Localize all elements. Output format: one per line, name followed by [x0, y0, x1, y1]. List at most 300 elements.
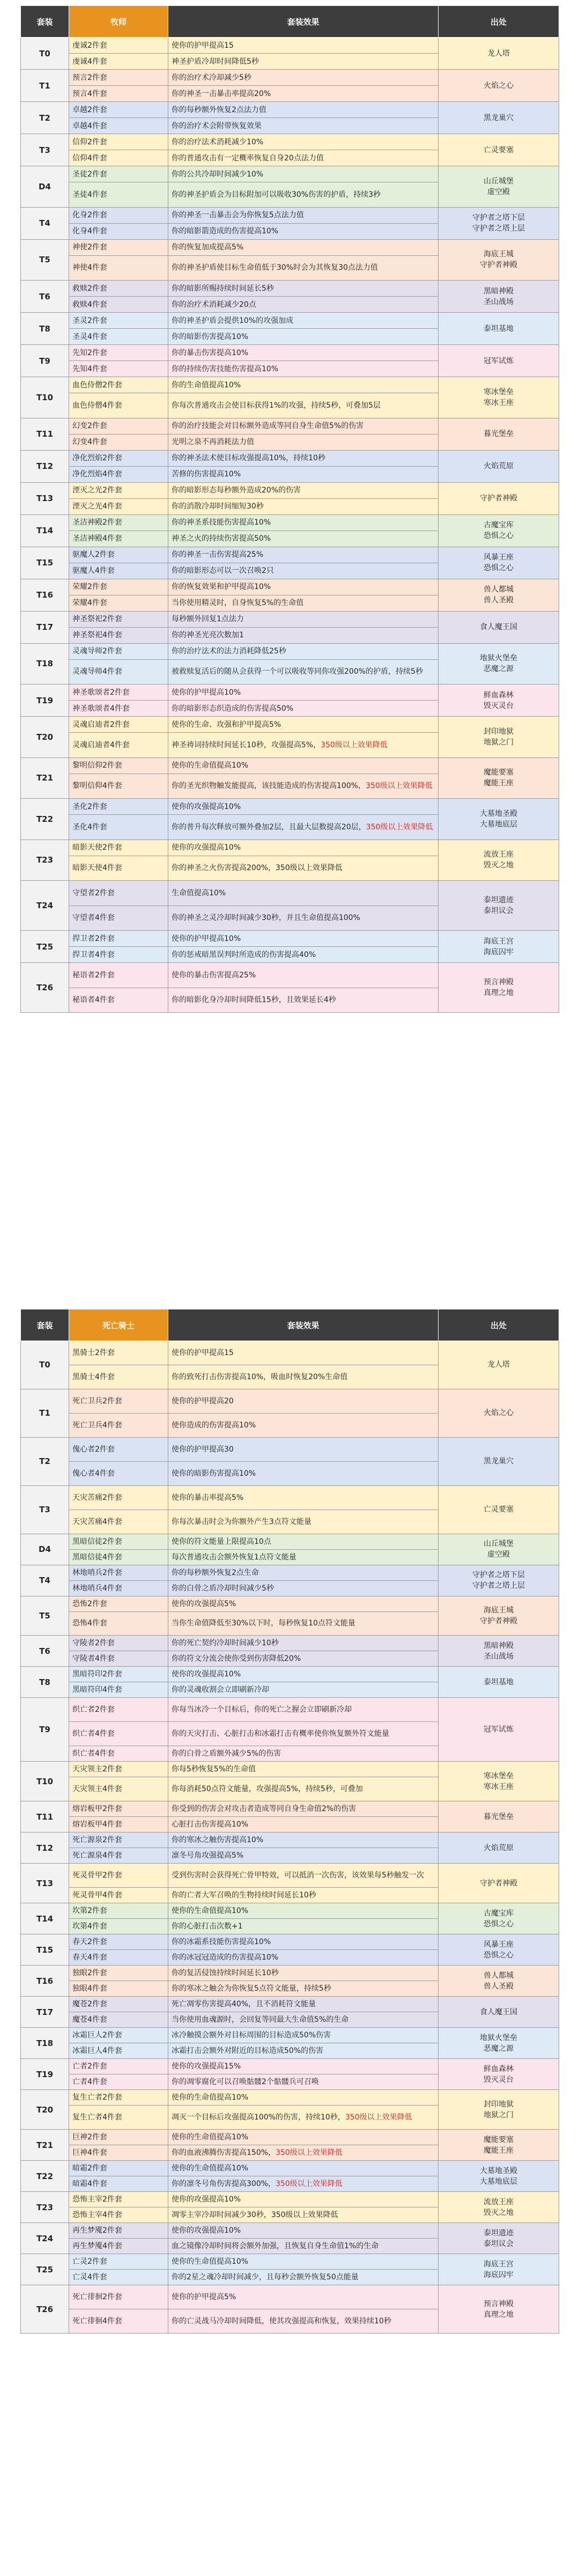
location-cell [439, 2028, 559, 2059]
table-row [21, 579, 559, 595]
effect-text: 你的2星之魂冷却时间减少，且每秒会额外恢复50点能量 [172, 2273, 359, 2282]
location-line: 泰坦遗迹 [484, 896, 514, 904]
effect-text: 你的复活侵蚀持续时间延长10秒 [172, 1969, 279, 1978]
effect-text: 使你的生命值提高10% [172, 1907, 249, 1916]
set-effect-cell [168, 70, 439, 86]
location-line: 泰坦遗迹 [484, 2228, 514, 2238]
effect-text: 你的普通攻击有一定概率恢复自身20点法力值 [172, 153, 324, 163]
location-line: 守护者之塔下层 [472, 214, 525, 222]
location-line: 海底王宫 [484, 2259, 514, 2269]
location-cell [439, 482, 559, 514]
table-row [21, 1437, 559, 1461]
location-line: 大墓地底层 [480, 2177, 517, 2186]
set-name-cell: 黑暗符印2件套 [69, 1667, 168, 1682]
location-line: 黑龙巢穴 [484, 113, 514, 122]
location-cell [439, 799, 559, 840]
table-row [21, 611, 559, 627]
set-name-cell: 织亡者4件套 [69, 1722, 168, 1746]
set-effect-cell [168, 1565, 439, 1580]
location-line: 封印地狱 [484, 727, 514, 736]
set-effect-cell [168, 1389, 439, 1413]
location-line: 预言神殿 [484, 2299, 514, 2308]
effect-text: 你每当冰冷一个目标后，你的死亡之握会立即刷新冷却 [172, 1705, 352, 1714]
set-effect-cell [168, 1682, 439, 1698]
location-line: 魔能要塞 [484, 768, 514, 777]
location-line: 泰坦基地 [484, 1677, 514, 1687]
tier-cell: T12 [21, 450, 69, 482]
location-line: 寒冰王座 [484, 398, 514, 407]
set-name-cell: 荣耀2件套 [69, 579, 168, 595]
effect-text: 当你生命值降低至30%以下时，每秒恢复10点符文能量 [172, 1619, 355, 1628]
location-line: 大墓地圣殿 [480, 809, 517, 818]
set-effect-cell [168, 1919, 439, 1934]
location-cell [439, 963, 559, 1013]
effect-text: 凋零主宰冷却时间减少30秒，350级以上效果降低 [172, 2211, 338, 2220]
set-name-cell: 幻变4件套 [69, 434, 168, 450]
set-effect-cell [168, 1341, 439, 1365]
table-row [21, 313, 559, 329]
table-row [21, 102, 559, 118]
effect-text: 使你的护甲提高5% [172, 2293, 236, 2302]
set-effect-cell [168, 1534, 439, 1549]
effect-text: 使你的生命、攻强和护甲提高5% [172, 720, 281, 729]
tier-cell: T12 [21, 1832, 69, 1864]
tier-cell: T26 [21, 2285, 69, 2334]
location-cell [439, 1596, 559, 1636]
tier-cell: T25 [21, 2254, 69, 2285]
location-cell [439, 102, 559, 134]
location-line: 海底王宫 [484, 937, 514, 946]
table-row [21, 1389, 559, 1413]
effect-text: 使你的暗影伤害提高10% [172, 1469, 256, 1478]
location-cell [439, 1762, 559, 1801]
set-name-cell: 预言2件套 [69, 70, 168, 86]
table-row [21, 450, 559, 466]
set-effect-cell [168, 2239, 439, 2254]
location-cell [439, 1667, 559, 1698]
location-line: 食人魔王国 [480, 623, 517, 631]
effect-text: 受到伤害时会获得死亡骨甲特效，可以抵消一次伤害，该效果每5秒触发一次 [172, 1871, 424, 1880]
set-name-cell: 卓越4件套 [69, 118, 168, 134]
location-cell [439, 377, 559, 418]
set-name-cell: 巨神2件套 [69, 2130, 168, 2145]
table-row [21, 1997, 559, 2012]
set-name-cell: 恐怖主宰2件套 [69, 2192, 168, 2207]
effect-text: 你的冰霜系技能伤害提高10% [172, 1938, 271, 1947]
table-row [21, 134, 559, 150]
effect-text: 冰冷触摸会额外对目标周围的目标造成50%伤害 [172, 2031, 331, 2040]
level-cap-note: 350级以上效果降低 [276, 2180, 343, 2189]
table-row [21, 1667, 559, 1682]
set-effect-cell [168, 498, 439, 514]
location-line: 魔能王座 [484, 2146, 514, 2155]
location-cell [439, 1437, 559, 1485]
table-row [21, 643, 559, 659]
location-cell [439, 70, 559, 102]
location-line: 火焰荒原 [484, 1843, 514, 1852]
tier-cell: T13 [21, 1864, 69, 1903]
set-effect-cell [168, 1667, 439, 1682]
effect-text: 当你使用血魂源时，会回复等同最大生命值5%的生命 [172, 2015, 349, 2025]
set-effect-cell [168, 377, 439, 393]
set-effect-cell [168, 701, 439, 717]
set-effect-cell [168, 1510, 439, 1534]
table-row [21, 757, 559, 774]
set-effect-cell [168, 1636, 439, 1651]
tier-cell: T8 [21, 313, 69, 345]
set-effect-cell [168, 182, 439, 208]
tier-cell: T14 [21, 514, 69, 547]
set-effect-cell [168, 1413, 439, 1437]
effect-text: 你的死亡契约冷却时间减少10秒 [172, 1639, 279, 1648]
location-line: 暮光堡垒 [484, 430, 514, 438]
set-name-cell: 织亡者2件套 [69, 1698, 168, 1722]
table-row [21, 1903, 559, 1919]
set-effect-cell [168, 2090, 439, 2106]
tier-cell: T20 [21, 2090, 69, 2130]
effect-text: 你的治疗法术的法力消耗降低25秒 [172, 647, 286, 656]
header-location: 出处 [439, 1309, 559, 1341]
location-cell [439, 1698, 559, 1762]
set-name-cell: 神使2件套 [69, 239, 168, 255]
location-line: 火焰之心 [484, 1409, 514, 1418]
effect-text: 你的神圣一击暴击率提高20% [172, 89, 271, 98]
tier-cell: D4 [21, 166, 69, 208]
location-line: 兽人都城 [484, 1971, 514, 1980]
location-line: 鲜血森林 [484, 690, 514, 700]
location-line: 大墓地圣殿 [480, 2166, 517, 2175]
location-cell [439, 1636, 559, 1667]
set-name-cell: 恐怖4件套 [69, 1611, 168, 1636]
effect-text: 你的神圣之灵冷却时间减少30秒，并且生命值提高100% [172, 914, 360, 923]
set-effect-cell [168, 1981, 439, 1997]
level-cap-note: 350级以上效果降低 [345, 2113, 412, 2122]
set-effect-cell [168, 313, 439, 329]
tier-cell: T20 [21, 717, 69, 758]
set-name-cell: 死亡徘徊2件套 [69, 2285, 168, 2309]
effect-text: 当你使用精灵时，自身恢复5%的生命值 [172, 599, 304, 607]
tier-cell: T0 [21, 1341, 69, 1389]
set-name-cell: 神圣歌颂者4件套 [69, 701, 168, 717]
tier-cell: T0 [21, 38, 69, 70]
set-name-cell: 驱魔人2件套 [69, 547, 168, 563]
set-effect-cell [168, 595, 439, 611]
set-name-cell: 死亡卫兵4件套 [69, 1413, 168, 1437]
set-name-cell: 圣徒4件套 [69, 182, 168, 208]
location-cell [439, 418, 559, 450]
set-effect-cell [168, 685, 439, 701]
set-name-cell: 黑暗符印4件套 [69, 1682, 168, 1698]
table-row [21, 1698, 559, 1722]
table-row [21, 881, 559, 906]
location-cell [439, 1864, 559, 1903]
set-effect-cell [168, 2207, 439, 2223]
location-line: 龙人塔 [487, 1360, 510, 1370]
set-effect-cell [168, 627, 439, 643]
set-effect-cell [168, 281, 439, 297]
set-effect-cell [168, 1832, 439, 1848]
table-row [21, 931, 559, 947]
set-name-cell: 灵魂导师4件套 [69, 659, 168, 685]
table-row [21, 1565, 559, 1580]
effect-text: 你的血液沸腾伤害提高150%， [172, 2148, 276, 2158]
tier-cell: T1 [21, 70, 69, 102]
set-effect-cell [168, 150, 439, 166]
location-line: 兽人圣殿 [484, 1982, 514, 1991]
table-row [21, 2028, 559, 2043]
effect-text: 你的治疗术冷却减少5秒 [172, 73, 251, 82]
set-name-cell: 亡灵4件套 [69, 2270, 168, 2285]
effect-text: 每秒额外回复1点法力 [172, 615, 244, 623]
tier-cell: T25 [21, 931, 69, 963]
tier-cell: T11 [21, 1801, 69, 1832]
set-effect-cell [168, 757, 439, 774]
effect-text: 你的灵魂收割会立即刷新冷却 [172, 1686, 269, 1695]
set-name-cell: 守陵者4件套 [69, 1651, 168, 1667]
location-cell [439, 1997, 559, 2028]
location-line: 封印地狱 [484, 2100, 514, 2109]
set-name-cell: 湮灭之光2件套 [69, 482, 168, 498]
location-line: 食人魔王国 [480, 2007, 517, 2016]
set-name-cell: 信仰4件套 [69, 150, 168, 166]
location-line: 预言神殿 [484, 978, 514, 987]
set-name-cell: 天灾苦痛2件套 [69, 1485, 168, 1510]
location-line: 寒冰堡垒 [484, 387, 514, 396]
set-name-cell: 信仰2件套 [69, 134, 168, 150]
location-line: 泰坦议会 [484, 2239, 514, 2248]
table-row [21, 2254, 559, 2270]
location-cell [439, 1934, 559, 1966]
table-row [21, 482, 559, 498]
tier-cell: T24 [21, 881, 69, 931]
location-cell [439, 717, 559, 758]
set-effect-cell [168, 1817, 439, 1832]
set-name-cell: 暗影天使4件套 [69, 856, 168, 881]
effect-text: 你的神圣一击暴击会为你恢复5点法力值 [172, 211, 304, 219]
tier-cell: T10 [21, 1762, 69, 1801]
table-row [21, 70, 559, 86]
set-name-cell: 林地哨兵4件套 [69, 1580, 168, 1596]
tier-cell: T2 [21, 1437, 69, 1485]
level-cap-note: 350级以上效果降低 [366, 822, 433, 831]
set-effect-cell [168, 547, 439, 563]
location-line: 古魔宝库 [484, 521, 514, 529]
table-row [21, 1636, 559, 1651]
header-row [21, 6, 559, 38]
effect-text: 凋灭一个目标后攻强提高100%的伤害，持续10秒， [172, 2113, 345, 2122]
effect-text: 你的惩戒暗黑误判时所造成的伤害提高40% [172, 950, 316, 959]
set-name-cell: 救赎2件套 [69, 281, 168, 297]
set-effect-cell [168, 2059, 439, 2074]
effect-text: 你的神圣之火伤害提高200%，350级以上效果降低 [172, 864, 343, 873]
tier-cell: T15 [21, 1934, 69, 1966]
tier-cell: T10 [21, 377, 69, 418]
header-effect: 套装效果 [168, 6, 439, 38]
location-cell [439, 1801, 559, 1832]
location-line: 毁灭灵台 [484, 2075, 514, 2084]
location-cell [439, 757, 559, 799]
effect-text: 苦修的伤害提高10% [172, 470, 241, 479]
tier-cell: T3 [21, 1485, 69, 1534]
effect-text: 使你的暴击伤害提高25% [172, 970, 256, 980]
set-name-cell: 神使4件套 [69, 255, 168, 281]
location-cell [439, 2161, 559, 2192]
set-effect-cell [168, 643, 439, 659]
set-effect-cell [168, 514, 439, 531]
set-effect-cell [168, 906, 439, 931]
tier-cell: T9 [21, 345, 69, 377]
set-effect-cell [168, 2043, 439, 2059]
effect-text: 神圣之火的持续伤害提高50% [172, 534, 271, 543]
effect-text: 每次普通攻击会额外恢复1点符文能量 [172, 1552, 296, 1562]
effect-text: 你的生命值提高10% [172, 380, 241, 389]
header-effect: 套装效果 [168, 1309, 439, 1341]
effect-text: 被救赎复活后的随从会获得一个可以吸收等同你攻强200%的护盾，持续5秒 [172, 667, 423, 676]
tier-cell: T4 [21, 207, 69, 239]
location-line: 黑龙巢穴 [484, 1457, 514, 1466]
set-name-cell: 虔诚4件套 [69, 54, 168, 70]
set-name-cell: 卓越2件套 [69, 102, 168, 118]
tier-cell: T19 [21, 2059, 69, 2090]
set-effect-cell [168, 2254, 439, 2270]
effect-text: 你的暗影化身冷却时间降低15秒，且效果延长4秒 [172, 996, 336, 1005]
set-name-cell: 灵魂导师2件套 [69, 643, 168, 659]
set-name-cell: 亡者4件套 [69, 2074, 168, 2090]
set-effect-cell [168, 1777, 439, 1801]
tier-cell: T17 [21, 611, 69, 643]
set-name-cell: 死灵骨甲4件套 [69, 1888, 168, 1903]
location-cell [439, 643, 559, 685]
header-tier: 套装 [21, 1309, 69, 1341]
tier-cell: T18 [21, 2028, 69, 2059]
effect-text: 你的治疗法术消耗减少10% [172, 137, 264, 146]
effect-text: 你的寒冰之触伤害提高10% [172, 1836, 264, 1845]
effect-text: 使你的暴击率提高5% [172, 1493, 244, 1502]
set-name-cell: 虔诚2件套 [69, 38, 168, 54]
effect-text: 死亡凋零伤害提高40%，且不消耗符文能量 [172, 2000, 316, 2009]
location-line: 泰坦议会 [484, 907, 514, 915]
set-effect-cell [168, 1997, 439, 2012]
effect-text: 使你的生命值提高10% [172, 2133, 249, 2142]
set-name-cell: 秘语者2件套 [69, 963, 168, 988]
location-line: 毁灭之地 [484, 2208, 514, 2217]
deathknight-section [20, 1309, 559, 2334]
location-cell [439, 547, 559, 579]
set-name-cell: 傀心者2件套 [69, 1437, 168, 1461]
set-effect-cell [168, 1437, 439, 1461]
location-line: 亡灵要塞 [484, 145, 514, 154]
set-effect-cell [168, 54, 439, 70]
set-effect-cell [168, 2028, 439, 2043]
location-line: 冠军试炼 [484, 1725, 514, 1734]
set-effect-cell [168, 329, 439, 345]
set-name-cell: 神圣祭祀2件套 [69, 611, 168, 627]
tier-cell: T18 [21, 643, 69, 685]
set-name-cell: 幻变2件套 [69, 418, 168, 434]
tier-cell: T3 [21, 134, 69, 166]
header-tier: 套装 [21, 6, 69, 38]
set-name-cell: 死亡徘徊4件套 [69, 2309, 168, 2334]
effect-text: 你的消散冷却时间缩短30秒 [172, 502, 264, 511]
set-name-cell: 黎明信仰2件套 [69, 757, 168, 774]
table-row [21, 345, 559, 361]
set-effect-cell [168, 988, 439, 1013]
effect-text: 你的神圣法术使目标攻强提高10%，持续10秒 [172, 454, 325, 462]
set-name-cell: 暗影天使2件套 [69, 840, 168, 856]
location-line: 地狱火堡垒 [480, 2033, 517, 2042]
location-cell [439, 313, 559, 345]
location-cell [439, 2090, 559, 2130]
location-line: 守护者之塔下层 [472, 1571, 525, 1579]
set-effect-cell [168, 2012, 439, 2028]
location-line: 恶魔之源 [484, 2044, 514, 2053]
effect-text: 你的心脏打击次数+1 [172, 1922, 243, 1931]
set-name-cell: 死亡源泉2件套 [69, 1832, 168, 1848]
location-line: 海底王城 [484, 250, 514, 259]
set-name-cell: 春天4件套 [69, 1950, 168, 1966]
location-line: 暮光堡垒 [484, 1812, 514, 1821]
set-effect-cell [168, 466, 439, 482]
set-effect-cell [168, 1848, 439, 1864]
level-cap-note: 350级以上效果降低 [366, 782, 433, 791]
location-cell [439, 1903, 559, 1934]
set-effect-cell [168, 1698, 439, 1722]
effect-text: 使你的护甲提高15 [172, 41, 234, 50]
set-effect-cell [168, 1966, 439, 1981]
table-row [21, 166, 559, 182]
set-name-cell: 守望者4件套 [69, 906, 168, 931]
set-name-cell: 圣灵4件套 [69, 329, 168, 345]
set-effect-cell [168, 815, 439, 840]
set-name-cell: 熔岩板甲2件套 [69, 1801, 168, 1817]
effect-text: 你的恢复效果和护甲提高10% [172, 583, 271, 591]
tier-cell: T19 [21, 685, 69, 717]
set-name-cell: 复生亡者2件套 [69, 2090, 168, 2106]
set-name-cell: 黑暗信徒4件套 [69, 1549, 168, 1565]
set-effect-cell [168, 856, 439, 881]
set-effect-cell [168, 2223, 439, 2239]
set-name-cell: 天灾苦痛4件套 [69, 1510, 168, 1534]
set-name-cell: 守望者2件套 [69, 881, 168, 906]
set-name-cell: 秘语者4件套 [69, 988, 168, 1013]
location-line: 黑暗神殿 [484, 1641, 514, 1650]
table-row [21, 38, 559, 54]
location-cell [439, 1485, 559, 1534]
effect-text: 使你的攻强提高15% [172, 2062, 241, 2071]
set-name-cell: 织亡者4件套 [69, 1746, 168, 1762]
set-name-cell: 天灾领主4件套 [69, 1777, 168, 1801]
effect-text: 心脏打击伤害提高10% [172, 1820, 249, 1829]
location-line: 海底王城 [484, 1606, 514, 1615]
tier-cell: T6 [21, 1636, 69, 1667]
effect-text: 你的持续伤害技能伤害提高10% [172, 364, 279, 373]
tier-cell: T21 [21, 2130, 69, 2161]
effect-text: 血之镜像冷却时间将会额外加强，且恢复自身生命值1%的生命 [172, 2242, 379, 2251]
set-name-cell: 净化烈焰4件套 [69, 466, 168, 482]
location-cell [439, 2192, 559, 2223]
set-effect-cell [168, 166, 439, 182]
set-name-cell: 圣徒2件套 [69, 166, 168, 182]
location-line: 亡灵要塞 [484, 1505, 514, 1514]
location-line: 毁灭之地 [484, 861, 514, 870]
set-effect-cell [168, 1903, 439, 1919]
set-effect-cell [168, 2309, 439, 2334]
location-cell [439, 450, 559, 482]
location-cell [439, 166, 559, 208]
set-name-cell: 血色侍僧2件套 [69, 377, 168, 393]
set-name-cell: 灵魂启迪者2件套 [69, 717, 168, 733]
set-name-cell: 捍卫者2件套 [69, 931, 168, 947]
